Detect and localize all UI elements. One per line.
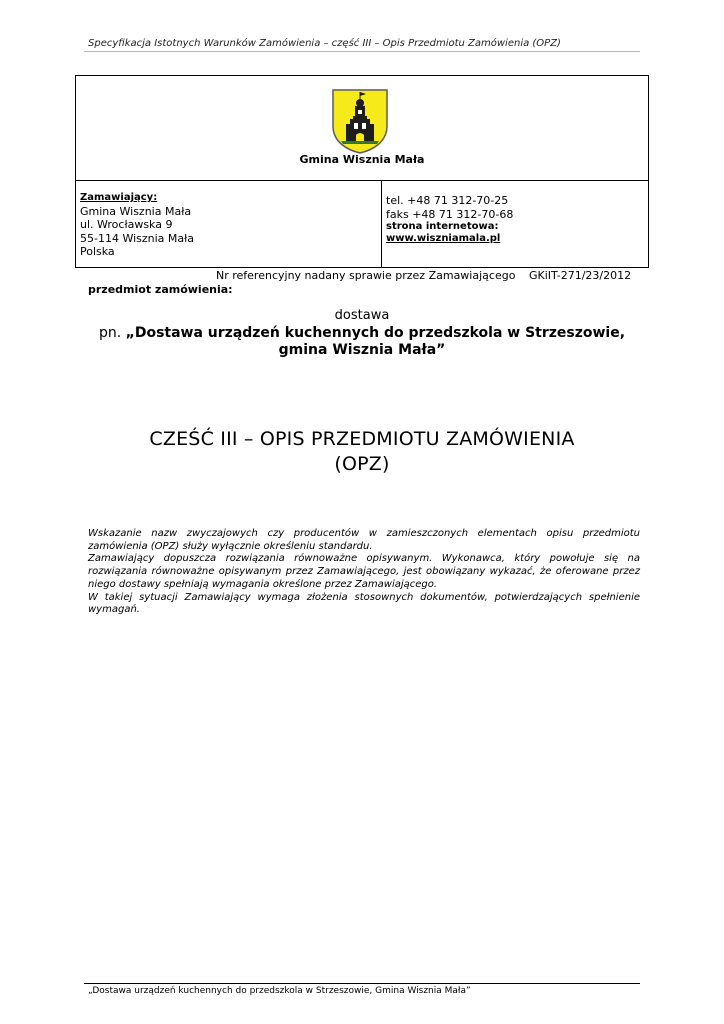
address-line-country: Polska bbox=[80, 245, 115, 258]
website-link[interactable]: www.wiszniamala.pl bbox=[386, 233, 501, 244]
reference-label: Nr referencyjny nadany sprawie przez Zamawiającego bbox=[216, 269, 516, 282]
organization-name: Gmina Wisznia Mała bbox=[299, 153, 425, 166]
contracting-authority-label bbox=[80, 192, 157, 203]
disclaimer-paragraph: Zamawiający dopuszcza rozwiązania równoważne opisywanym. Wykonawca, który powołuje się na rozwiązania równoważne opisywanym przez Zamawiającego, jest obowiązany wykazać, że oferowane przez niego dostawy spełniają wymagania określone przez Zamawiającego. bbox=[88, 553, 640, 590]
procurement-title-line-2: gmina Wisznia Mała” bbox=[278, 342, 446, 358]
website-label: strona internetowa: bbox=[386, 221, 499, 232]
procurement-title-line-1 bbox=[0, 325, 724, 341]
running-header: Specyfikacja Istotnych Warunków Zamówienia – część III – Opis Przedmiotu Zamówienia (OPZ) bbox=[88, 38, 561, 49]
disclaimer-paragraph: Wskazanie nazw zwyczajowych czy producentów w zamieszczonych elementach opisu przedmiotu zamówienia (OPZ) służy wyłącznie określeniu standardu. bbox=[88, 528, 640, 552]
contracting-authority-label-text: Zamawiający bbox=[80, 192, 154, 203]
address-line-street: ul. Wrocławska 9 bbox=[80, 218, 173, 231]
disclaimer-paragraph: W takiej sytuacji Zamawiający wymaga złożenia stosownych dokumentów, potwierdzających spełnienie wymagań. bbox=[88, 591, 640, 616]
contact-column-divider bbox=[381, 180, 382, 268]
part-heading bbox=[0, 427, 724, 477]
title-box-divider bbox=[75, 180, 649, 181]
header-divider bbox=[84, 51, 640, 52]
contact-phone: tel. +48 71 312-70-25 bbox=[386, 194, 509, 207]
footer-divider bbox=[84, 983, 640, 984]
part-heading-line-1: CZEŚĆ III – OPIS PRZEDMIOTU ZAMÓWIENIA bbox=[149, 428, 575, 450]
subject-label: przedmiot zamówienia: bbox=[88, 283, 233, 296]
title-text-line-1: „Dostawa urządzeń kuchennych do przedszkola w Strzeszowie, bbox=[125, 325, 626, 341]
procurement-type: dostawa bbox=[334, 308, 390, 323]
part-heading-line-2: (OPZ) bbox=[334, 453, 390, 475]
address-line-name: Gmina Wisznia Mała bbox=[80, 205, 192, 218]
running-footer: „Dostawa urządzeń kuchennych do przedszkola w Strzeszowie, Gmina Wisznia Mała” bbox=[88, 986, 471, 996]
reference-number: GKiIT-271/23/2012 bbox=[529, 269, 632, 282]
label-colon: : bbox=[153, 192, 158, 203]
contact-fax: faks +48 71 312-70-68 bbox=[386, 208, 514, 221]
municipal-coat-of-arms-icon bbox=[331, 88, 389, 154]
address-line-city: 55-114 Wisznia Mała bbox=[80, 232, 195, 245]
title-prefix: pn. bbox=[98, 325, 126, 341]
standards-disclaimer bbox=[88, 528, 640, 617]
